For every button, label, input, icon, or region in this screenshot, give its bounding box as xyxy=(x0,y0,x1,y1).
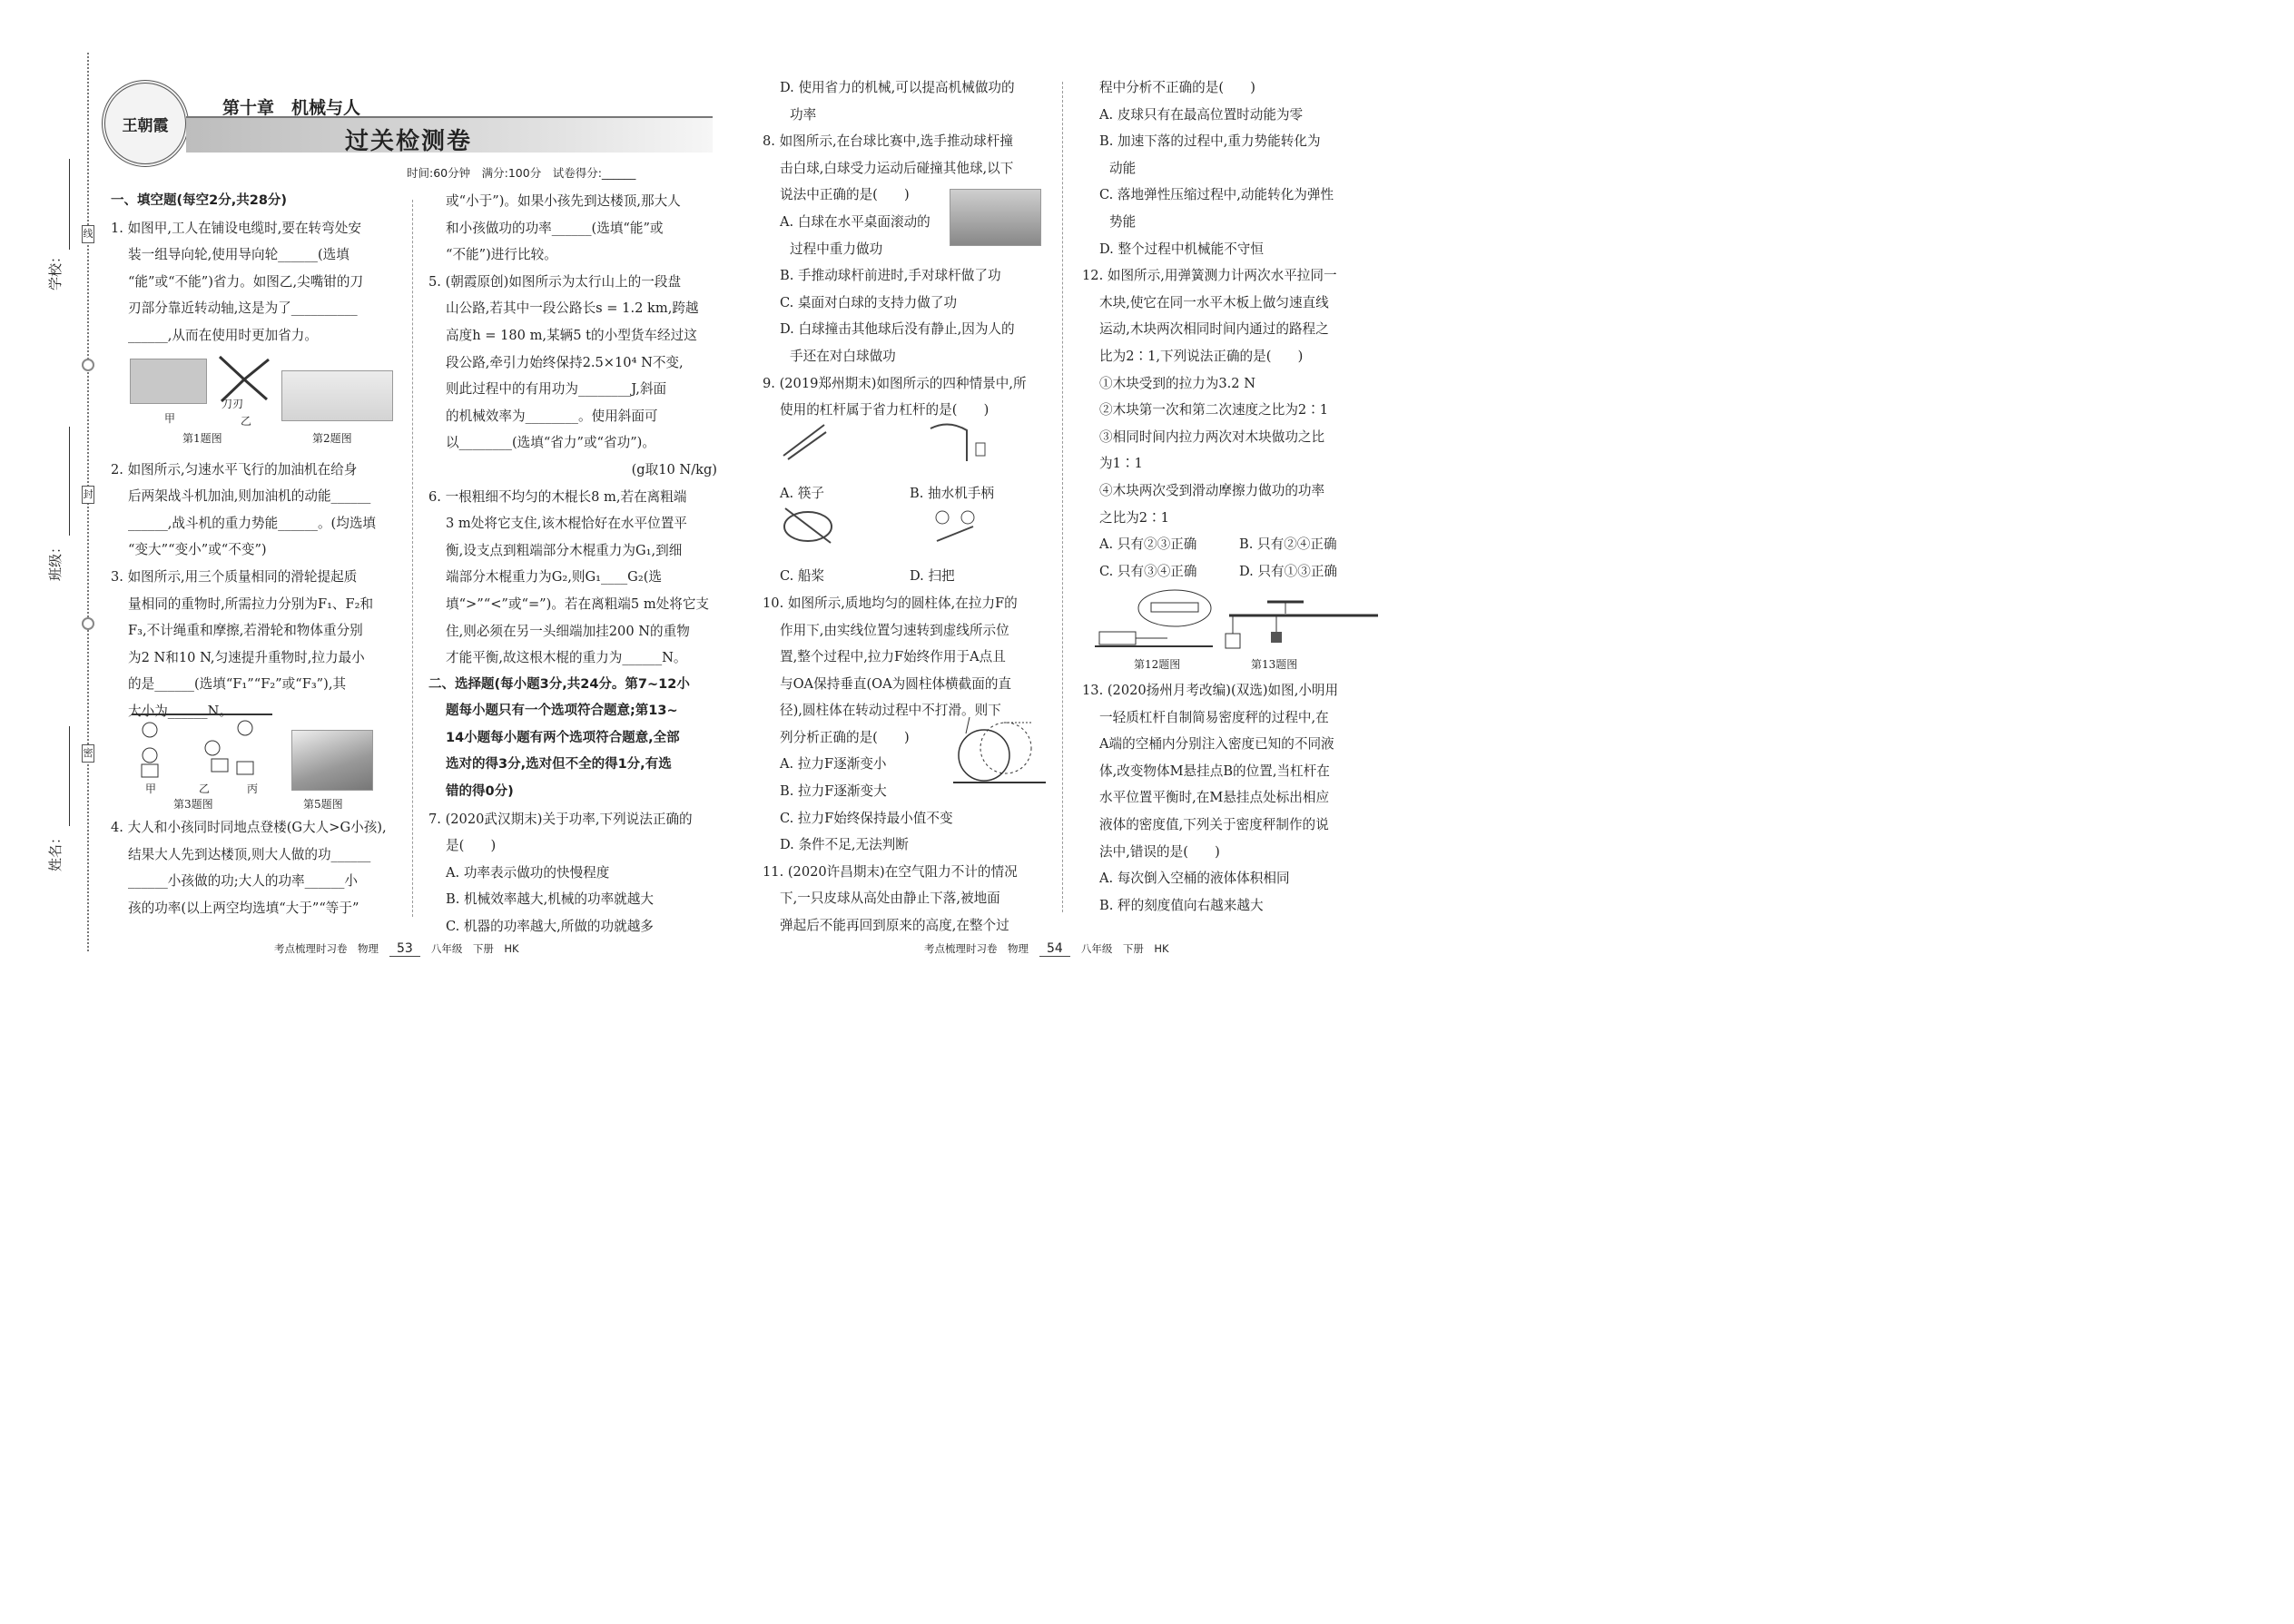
q7-option[interactable]: B. 机械效率越大,机械的功率就越大 xyxy=(446,891,654,908)
q7-option[interactable]: D. 使用省力的机械,可以提高机械做功的 xyxy=(780,80,1015,95)
q8-option[interactable]: D. 白球撞击其他球后没有静止,因为人的 xyxy=(780,321,1015,338)
q13-line: 体,改变物体M悬挂点B的位置,当杠杆在 xyxy=(1099,763,1330,779)
q3-line: 的是______(选填“F₁”“F₂”或“F₃”),其 xyxy=(128,676,347,693)
q5-line: (g取10 N/kg) xyxy=(631,461,717,477)
q11-line: 程中分析不正确的是( ) xyxy=(1099,80,1255,95)
fig13-caption: 第13题图 xyxy=(1251,658,1298,671)
q1-line: 装一组导向轮,使用导向轮______(选填 xyxy=(128,247,350,263)
q10-line: 径),圆柱体在转动过程中不打滑。则下 xyxy=(780,703,1001,719)
q1-line: ______,从而在使用时更加省力。 xyxy=(128,327,318,343)
q5-line: 山公路,若其中一段公路长s = 1.2 km,跨越 xyxy=(446,300,699,317)
q10-option[interactable]: C. 拉力F始终保持最小值不变 xyxy=(780,810,953,826)
column-divider xyxy=(1062,82,1063,912)
q10-line: 列分析正确的是( ) xyxy=(780,729,910,745)
q3-line: 大小为______N。 xyxy=(128,703,232,719)
q4-line: 结果大人先到达楼顶,则大人做的功______ xyxy=(128,846,371,862)
q13-line: 一轻质杠杆自制简易密度秤的过程中,在 xyxy=(1099,709,1329,725)
school-line[interactable] xyxy=(69,159,70,250)
fig5-mountain-road-photo xyxy=(291,730,373,791)
q12-statement: ③相同时间内拉力两次对木块做功之比 xyxy=(1099,428,1325,445)
name-line[interactable] xyxy=(69,726,70,826)
footer-right xyxy=(924,941,1169,957)
q4-line: ______小孩做的功;大人的功率______小 xyxy=(128,873,359,890)
q1-line: 刃部分靠近转动轴,这是为了__________ xyxy=(128,300,358,317)
q8-line: 击白球,白球受力运动后碰撞其他球,以下 xyxy=(780,160,1014,176)
section-choice-title: 选对的得3分,选对但不全的得1分,有选 xyxy=(446,757,672,773)
q12-option-c[interactable]: C. 只有③④正确 xyxy=(1099,563,1197,579)
q9-option-a[interactable]: A. 筷子 xyxy=(780,485,825,501)
fig12-caption: 第12题图 xyxy=(1134,658,1181,671)
fig1-label-b: 乙 xyxy=(241,415,252,428)
q1-line: 1. 如图甲,工人在铺设电缆时,要在转弯处安 xyxy=(111,220,361,236)
q6-line: 住,则必须在另一头细端加挂200 N的重物 xyxy=(446,623,690,639)
q5-line: 5. (朝霞原创)如图所示为太行山上的一段盘 xyxy=(428,273,682,290)
margin-ornament-icon xyxy=(82,359,94,371)
q11-line: 下,一只皮球从高处由静止下落,被地面 xyxy=(780,891,1000,907)
fig10-cylinder-diagram xyxy=(950,715,1049,786)
q5-line: 段公路,牵引力始终保持2.5×10⁴ N不变, xyxy=(446,354,684,370)
page-number: 54 xyxy=(1039,941,1070,957)
column-1-bottom xyxy=(111,814,403,921)
logo-emblem xyxy=(102,80,189,167)
q6-line: 才能平衡,故这根木棍的重力为______N。 xyxy=(446,650,687,666)
q12-statement: ④木块两次受到滑动摩擦力做功的功率 xyxy=(1099,482,1325,498)
fig12-spring-scale-diagram xyxy=(1095,588,1217,652)
fig3-pulleys-diagram xyxy=(127,712,277,782)
fig1-cable-photo xyxy=(130,359,207,404)
q9-option-c[interactable]: C. 船桨 xyxy=(780,568,825,585)
q5-line: 以________(选填“省力”或“省功”)。 xyxy=(446,435,655,451)
q12-line: 12. 如图所示,用弹簧测力计两次水平拉同一 xyxy=(1082,268,1337,284)
column-2 xyxy=(428,188,717,940)
fig8-billiards-photo xyxy=(950,189,1041,246)
q7-option[interactable]: A. 功率表示做功的快慢程度 xyxy=(446,864,610,881)
column-4-bottom xyxy=(1082,677,1377,919)
q4-line: 4. 大人和小孩同时同地点登楼(G大人>G小孩), xyxy=(111,820,387,835)
footer-grade: 八年级 下册 HK xyxy=(430,942,519,955)
q4-line: 和小孩做功的功率______(选填“能”或 xyxy=(446,220,664,236)
q2-line: ______,战斗机的重力势能______。(均选填 xyxy=(128,515,377,531)
seal-text: 线 xyxy=(83,228,94,240)
fig1-knife-label: 刀刃 xyxy=(222,398,244,410)
q13-line: 法中,错误的是( ) xyxy=(1099,843,1220,860)
q6-line: 6. 一根粗细不均匀的木棍长8 m,若在离粗端 xyxy=(428,488,687,505)
q8-line: 说法中正确的是( ) xyxy=(780,187,910,203)
q12-line: 木块,使它在同一水平木板上做匀速直线 xyxy=(1099,294,1329,310)
fig1-label-a: 甲 xyxy=(164,412,176,425)
school-label: 学校： xyxy=(47,249,64,290)
column-4 xyxy=(1082,74,1377,585)
q12-statement: ①木块受到的拉力为3.2 N xyxy=(1099,375,1255,391)
q1-line: “能”或“不能”)省力。如图乙,尖嘴钳的刀 xyxy=(128,273,364,290)
q10-line: 置,整个过程中,拉力F始终作用于A点且 xyxy=(780,649,1006,665)
seal-box-2 xyxy=(82,486,94,504)
section-choice-title: 14小题每小题有两个选项符合题意,全部 xyxy=(446,730,680,745)
footer-book: 考点梳理时习卷 物理 xyxy=(274,942,379,955)
q8-line: 8. 如图所示,在台球比赛中,选手推动球杆撞 xyxy=(763,133,1013,150)
q12-option-a[interactable]: A. 只有②③正确 xyxy=(1099,536,1197,553)
q5-line: 的机械效率为________。使用斜面可 xyxy=(446,408,658,424)
q6-line: 端部分木棍重力为G₂,则G₁____G₂(选 xyxy=(446,569,662,586)
q11-line: 11. (2020许昌期末)在空气阻力不计的情况 xyxy=(763,863,1018,880)
fig9-oar-icon xyxy=(781,501,835,546)
fig5-caption: 第5题图 xyxy=(303,798,343,811)
seal-box-1 xyxy=(82,225,94,243)
name-label: 姓名： xyxy=(47,830,64,871)
q12-line: 运动,木块两次相同时间内通过的路程之 xyxy=(1099,321,1329,338)
q9-line: 9. (2019郑州期末)如图所示的四种情景中,所 xyxy=(763,375,1027,391)
q7-option: 功率 xyxy=(790,106,817,123)
fig2-caption: 第2题图 xyxy=(312,432,352,445)
q6-line: 衡,设支点到粗端部分木棍重力为G₁,到细 xyxy=(446,542,683,558)
fig1-caption: 第1题图 xyxy=(182,432,222,445)
margin-ornament-icon xyxy=(82,617,94,630)
section-choice-title: 题每小题只有一个选项符合题意;第13~ xyxy=(446,704,678,719)
seal-text: 封 xyxy=(83,488,94,500)
q12-option-b[interactable]: B. 只有②④正确 xyxy=(1239,536,1337,553)
fig13-density-scale-diagram xyxy=(1222,599,1383,655)
q7-line: 是( ) xyxy=(446,838,497,854)
q10-option[interactable]: D. 条件不足,无法判断 xyxy=(780,837,909,853)
fig3-caption: 第3题图 xyxy=(173,798,213,811)
q3-line: F₃,不计绳重和摩擦,若滑轮和物体重分别 xyxy=(128,623,363,639)
q4-line: 或“小于”)。如果小孩先到达楼顶,那大人 xyxy=(446,193,681,209)
q9-option-b[interactable]: B. 抽水机手柄 xyxy=(910,485,994,501)
q10-line: 与OA保持垂直(OA为圆柱体横截面的直 xyxy=(780,675,1012,692)
footer-book: 考点梳理时习卷 物理 xyxy=(924,942,1029,955)
q12-line: 比为2∶1,下列说法正确的是( ) xyxy=(1099,348,1304,364)
q8-option[interactable]: B. 手推动球杆前进时,手对球杆做了功 xyxy=(780,268,1001,284)
column-divider xyxy=(412,200,413,917)
class-line[interactable] xyxy=(69,427,70,536)
fig9-broom-icon xyxy=(928,499,982,545)
q6-line: 3 m处将它支住,该木棍恰好在水平位置平 xyxy=(446,516,687,532)
page-title: 过关检测卷 xyxy=(345,128,473,155)
q11-option: 势能 xyxy=(1109,213,1137,230)
q10-line: 作用下,由实线位置匀速转到虚线所示位 xyxy=(780,622,1009,638)
q4-line: “不能”)进行比较。 xyxy=(446,247,557,263)
q13-line: 液体的密度值,下列关于密度秤制作的说 xyxy=(1099,816,1329,832)
q8-option[interactable]: A. 白球在水平桌面滚动的 xyxy=(780,213,930,230)
q8-option: 手还在对白球做功 xyxy=(790,348,896,364)
section-choice-title: 二、选择题(每小题3分,共24分。第7~12小 xyxy=(428,676,690,692)
class-label: 班级： xyxy=(47,539,64,581)
q12-statement: 为1∶1 xyxy=(1099,456,1143,472)
fig2-aircraft-photo xyxy=(281,370,393,421)
q11-option[interactable]: C. 落地弹性压缩过程中,动能转化为弹性 xyxy=(1099,187,1334,203)
q2-line: 2. 如图所示,匀速水平飞行的加油机在给身 xyxy=(111,461,358,477)
fig3-label-a: 甲 xyxy=(145,782,157,795)
seal-text: 密 xyxy=(83,747,94,759)
q11-option[interactable]: A. 皮球只有在最高位置时动能为零 xyxy=(1099,106,1304,123)
q13-line: 13. (2020扬州月考改编)(双选)如图,小明用 xyxy=(1082,683,1339,698)
q11-line: 弹起后不能再回到原来的高度,在整个过 xyxy=(780,918,1009,934)
q8-option[interactable]: C. 桌面对白球的支持力做了功 xyxy=(780,294,958,310)
q5-line: 则此过程中的有用功为________J,斜面 xyxy=(446,381,667,398)
q11-option: 动能 xyxy=(1109,160,1137,176)
page-number: 53 xyxy=(389,941,420,957)
q12-statement: 之比为2∶1 xyxy=(1099,509,1169,526)
fig9-chopsticks-icon xyxy=(781,419,828,461)
chapter-title: 第十章 机械与人 xyxy=(222,98,361,118)
q13-option[interactable]: A. 每次倒入空桶的液体体积相同 xyxy=(1099,871,1290,887)
logo-text: 王朝霞 xyxy=(122,116,169,135)
q2-line: 后两架战斗机加油,则加油机的动能______ xyxy=(128,488,371,505)
q12-option-d[interactable]: D. 只有①③正确 xyxy=(1239,563,1338,579)
footer-left xyxy=(274,941,519,957)
q13-option[interactable]: B. 秤的刻度值向右越来越大 xyxy=(1099,897,1264,913)
exam-meta: 时间:60分钟 满分:100分 试卷得分:______ xyxy=(407,166,636,180)
q4-line: 孩的功率(以上两空均选填“大于”“等于” xyxy=(128,900,359,916)
q7-option[interactable]: C. 机器的功率越大,所做的功就越多 xyxy=(446,919,654,935)
q9-line: 使用的杠杆属于省力杠杆的是( ) xyxy=(780,402,989,418)
seal-box-3 xyxy=(82,744,94,763)
q3-line: 量相同的重物时,所需拉力分别为F₁、F₂和 xyxy=(128,595,374,612)
q13-line: A端的空桶内分别注入密度已知的不同液 xyxy=(1099,736,1334,753)
section-choice-title: 错的得0分) xyxy=(446,784,514,800)
q7-line: 7. (2020武汉期末)关于功率,下列说法正确的 xyxy=(428,811,693,827)
q9-option-d[interactable]: D. 扫把 xyxy=(910,568,955,585)
column-1 xyxy=(111,188,403,725)
q10-option[interactable]: B. 拉力F逐渐变大 xyxy=(780,783,887,800)
q12-statement: ②木块第一次和第二次速度之比为2∶1 xyxy=(1099,402,1329,418)
fig3-label-b: 乙 xyxy=(199,782,211,795)
q10-option[interactable]: A. 拉力F逐渐变小 xyxy=(780,756,887,773)
q11-option[interactable]: B. 加速下落的过程中,重力势能转化为 xyxy=(1099,133,1321,150)
q2-line: “变大”“变小”或“不变”) xyxy=(128,542,267,558)
q3-line: 3. 如图所示,用三个质量相同的滑轮提起质 xyxy=(111,568,358,585)
q3-line: 为2 N和10 N,匀速提升重物时,拉力最小 xyxy=(128,649,365,665)
q6-line: 填“>”“<”或“=”)。若在离粗端5 m处将它支 xyxy=(446,595,710,612)
q10-line: 10. 如图所示,质地均匀的圆柱体,在拉力F的 xyxy=(763,595,1018,611)
fig3-label-c: 丙 xyxy=(247,782,259,795)
q13-line: 水平位置平衡时,在M悬挂点处标出相应 xyxy=(1099,790,1330,806)
section-fill-blank-title: 一、填空题(每空2分,共28分) xyxy=(111,193,288,208)
q11-option[interactable]: D. 整个过程中机械能不守恒 xyxy=(1099,241,1264,257)
fig9-pump-handle-icon xyxy=(926,418,989,463)
footer-grade: 八年级 下册 HK xyxy=(1080,942,1169,955)
q8-option: 过程中重力做功 xyxy=(790,241,883,257)
q5-line: 高度h = 180 m,某辆5 t的小型货车经过这 xyxy=(446,327,697,343)
